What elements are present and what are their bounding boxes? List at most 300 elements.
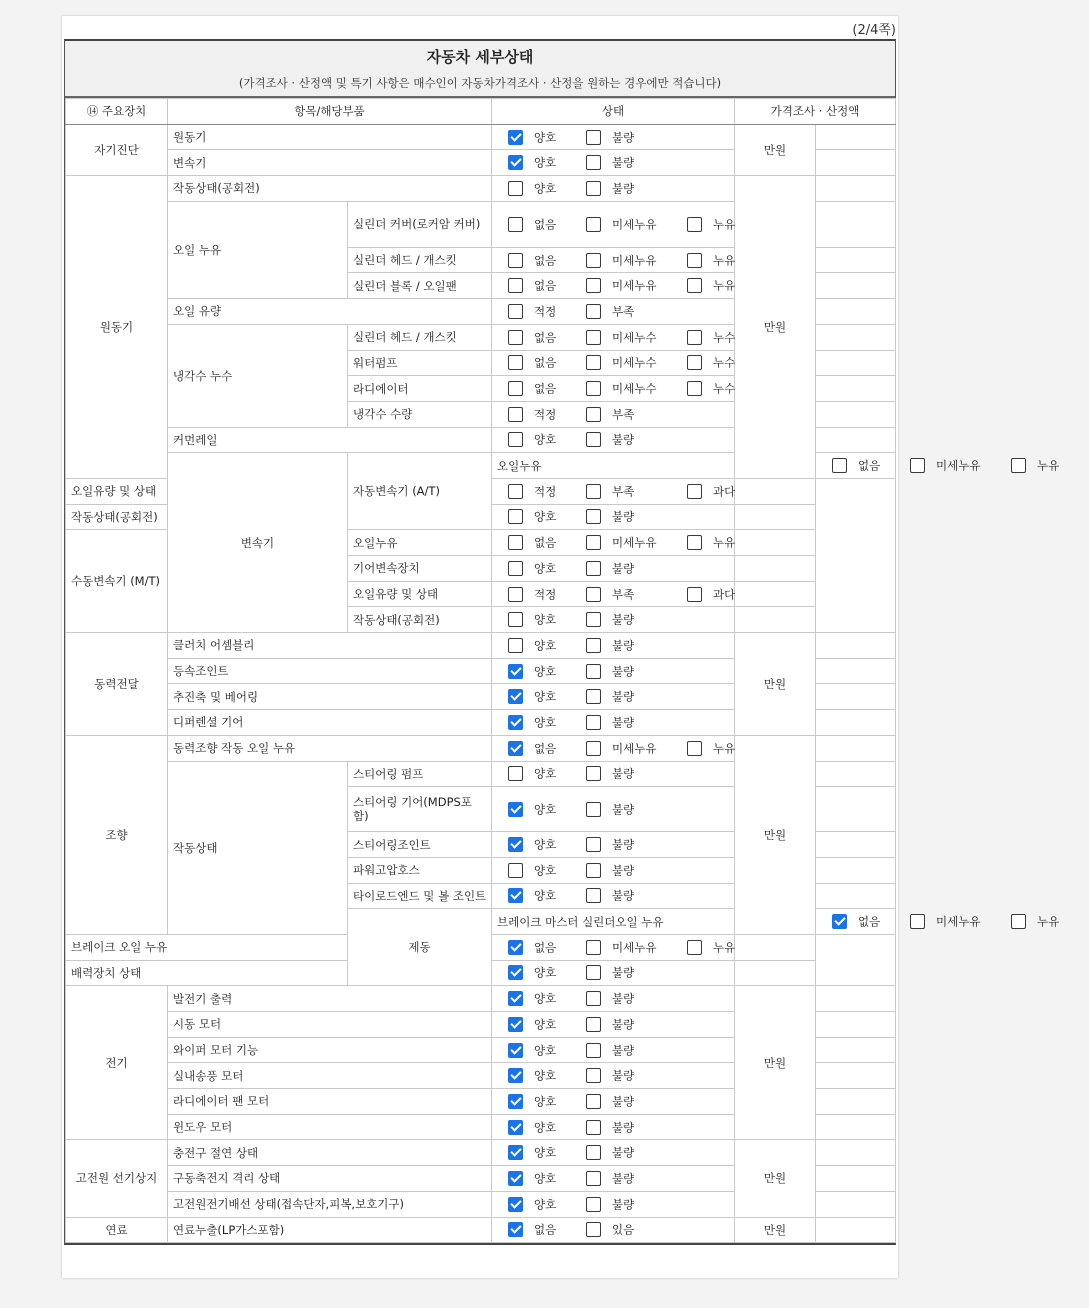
status-option	[508, 304, 576, 319]
checkbox[interactable]	[586, 766, 601, 781]
checkbox[interactable]	[508, 217, 523, 232]
status-option	[586, 802, 677, 817]
checkbox[interactable]	[586, 1043, 601, 1058]
price-input[interactable]	[816, 986, 896, 1012]
item-label: 스티어링조인트	[348, 832, 492, 858]
checkbox[interactable]	[508, 638, 523, 653]
option-label: 양호	[534, 863, 557, 878]
price-input[interactable]	[816, 633, 896, 659]
status-option	[586, 1094, 677, 1109]
checked-checkbox[interactable]	[508, 1017, 523, 1032]
option-label: 과다	[713, 484, 736, 499]
option-label: 불량	[612, 130, 635, 145]
checked-checkbox[interactable]	[508, 689, 523, 704]
price-input[interactable]	[816, 427, 896, 453]
checked-checkbox[interactable]	[508, 715, 523, 730]
checkbox[interactable]	[586, 381, 601, 396]
option-label: 불량	[612, 863, 635, 878]
group-engine: 원동기	[66, 176, 168, 479]
status-options	[492, 176, 735, 202]
option-label: 불량	[612, 561, 635, 576]
checkbox[interactable]	[508, 509, 523, 524]
checked-checkbox[interactable]	[508, 1222, 523, 1237]
checkbox[interactable]	[586, 664, 601, 679]
checked-checkbox[interactable]	[508, 1043, 523, 1058]
option-label: 누유	[713, 940, 736, 955]
price-input[interactable]	[816, 376, 896, 402]
price-unit: 만원	[735, 1140, 816, 1217]
status-option	[508, 1120, 576, 1135]
item-label: 충전구 절연 상태	[168, 1140, 492, 1166]
option-label: 양호	[534, 612, 557, 627]
group-electrical: 전기	[66, 986, 168, 1140]
checkbox[interactable]	[687, 355, 702, 370]
status-option	[508, 155, 576, 170]
table-row	[66, 176, 896, 202]
checkbox[interactable]	[586, 965, 601, 980]
checkbox[interactable]	[687, 330, 702, 345]
checkbox[interactable]	[687, 535, 702, 550]
price-input[interactable]	[816, 150, 896, 176]
status-option	[586, 1017, 677, 1032]
price-input[interactable]	[735, 556, 816, 582]
status-option	[586, 130, 677, 145]
status-option	[508, 1094, 576, 1109]
status-option	[586, 991, 677, 1006]
checkbox[interactable]	[687, 741, 702, 756]
status-options	[492, 376, 735, 402]
title-block	[65, 41, 895, 98]
status-options	[492, 857, 735, 883]
item-label: 시동 모터	[168, 1012, 492, 1038]
status-options	[492, 1217, 735, 1243]
checkbox[interactable]	[508, 407, 523, 422]
item-label: 연료누출(LP가스포함)	[168, 1217, 492, 1243]
group-transmission: 변속기	[168, 453, 348, 633]
status-options	[492, 581, 735, 607]
option-label: 없음	[534, 1222, 557, 1237]
status-option	[508, 741, 576, 756]
option-label: 양호	[534, 1094, 557, 1109]
checkbox[interactable]	[586, 991, 601, 1006]
checked-checkbox[interactable]	[508, 837, 523, 852]
checkbox[interactable]	[508, 432, 523, 447]
status-options	[492, 478, 735, 504]
status-option	[586, 304, 677, 319]
checkbox[interactable]	[508, 355, 523, 370]
checkbox[interactable]	[586, 484, 601, 499]
group-self-diagnosis: 자기진단	[66, 124, 168, 175]
checkbox[interactable]	[687, 217, 702, 232]
checked-checkbox[interactable]	[508, 1197, 523, 1212]
checkbox[interactable]	[586, 1120, 601, 1135]
checkbox[interactable]	[586, 612, 601, 627]
checkbox[interactable]	[586, 689, 601, 704]
option-label: 불량	[612, 766, 635, 781]
price-unit: 만원	[735, 176, 816, 479]
checkbox[interactable]	[508, 381, 523, 396]
subgroup-auto-trans: 자동변속기 (A/T)	[348, 453, 492, 530]
checked-checkbox[interactable]	[508, 965, 523, 980]
checkbox[interactable]	[910, 914, 925, 929]
status-option	[687, 253, 755, 268]
price-input[interactable]	[816, 1012, 896, 1038]
status-options	[492, 247, 735, 273]
status-option	[586, 561, 677, 576]
option-label: 양호	[534, 130, 557, 145]
status-options	[492, 1037, 735, 1063]
item-label: 구동축전지 격리 상태	[168, 1166, 492, 1192]
checked-checkbox[interactable]	[508, 130, 523, 145]
option-label: 양호	[534, 1197, 557, 1212]
price-input[interactable]	[816, 832, 896, 858]
checkbox[interactable]	[586, 863, 601, 878]
price-input[interactable]	[816, 1114, 896, 1140]
checkbox[interactable]	[586, 1197, 601, 1212]
price-input[interactable]	[816, 883, 896, 909]
option-label: 불량	[612, 638, 635, 653]
checkbox[interactable]	[508, 304, 523, 319]
checkbox[interactable]	[508, 561, 523, 576]
item-label: 오일 유량	[168, 299, 492, 325]
checked-checkbox[interactable]	[508, 991, 523, 1006]
status-option	[508, 888, 576, 903]
price-input[interactable]	[816, 658, 896, 684]
checkbox[interactable]	[687, 278, 702, 293]
option-label: 누수	[713, 355, 736, 370]
price-input[interactable]	[816, 201, 896, 247]
price-input[interactable]	[816, 735, 896, 761]
option-label: 불량	[612, 509, 635, 524]
checked-checkbox[interactable]	[508, 741, 523, 756]
option-label: 양호	[534, 888, 557, 903]
item-label: 추진축 및 베어링	[168, 684, 492, 710]
checkbox[interactable]	[586, 1171, 601, 1186]
status-option	[687, 587, 755, 602]
item-label: 작동상태(공회전)	[66, 504, 168, 530]
status-option	[1011, 458, 1079, 473]
form-title: 자동차 세부상태	[426, 48, 534, 66]
checkbox[interactable]	[1011, 458, 1026, 473]
status-option	[508, 407, 576, 422]
item-label: 오일누유	[348, 530, 492, 556]
status-option	[586, 407, 677, 422]
price-input[interactable]	[816, 247, 896, 273]
option-label: 불량	[612, 1171, 635, 1186]
status-option	[586, 689, 677, 704]
checkbox[interactable]	[586, 278, 601, 293]
table-row	[66, 1140, 896, 1166]
price-input[interactable]	[816, 857, 896, 883]
price-input[interactable]	[816, 324, 896, 350]
option-label: 없음	[858, 458, 881, 473]
checkbox[interactable]	[586, 509, 601, 524]
option-label: 없음	[534, 741, 557, 756]
price-input[interactable]	[816, 787, 896, 832]
option-label: 미세누유	[612, 940, 657, 955]
status-option	[586, 1222, 677, 1237]
option-label: 불량	[612, 837, 635, 852]
status-option	[508, 587, 576, 602]
checked-checkbox[interactable]	[508, 1171, 523, 1186]
option-label: 불량	[612, 689, 635, 704]
checkbox[interactable]	[586, 155, 601, 170]
checkbox[interactable]	[586, 1222, 601, 1237]
status-option	[586, 837, 677, 852]
status-option	[508, 432, 576, 447]
subgroup-oil-leak: 오일 누유	[168, 201, 348, 298]
status-option	[687, 217, 755, 232]
option-label: 양호	[534, 1120, 557, 1135]
status-option	[586, 587, 677, 602]
status-option	[508, 638, 576, 653]
option-label: 불량	[612, 1043, 635, 1058]
option-label: 불량	[612, 181, 635, 196]
status-options	[492, 684, 735, 710]
checkbox[interactable]	[586, 587, 601, 602]
status-option	[687, 940, 755, 955]
checkbox[interactable]	[508, 612, 523, 627]
price-input[interactable]	[816, 401, 896, 427]
option-label: 양호	[534, 638, 557, 653]
checkbox[interactable]	[586, 217, 601, 232]
price-input[interactable]	[735, 960, 816, 986]
checkbox[interactable]	[586, 1145, 601, 1160]
option-label: 양호	[534, 1145, 557, 1160]
table-row	[66, 124, 896, 150]
checked-checkbox[interactable]	[508, 664, 523, 679]
status-option	[508, 278, 576, 293]
option-label: 누수	[713, 381, 736, 396]
status-options	[816, 453, 1060, 479]
checkbox[interactable]	[586, 130, 601, 145]
option-label: 적정	[534, 407, 557, 422]
checkbox[interactable]	[508, 181, 523, 196]
item-label: 브레이크 마스터 실린더오일 누유	[492, 909, 816, 935]
group-fuel: 연료	[66, 1217, 168, 1243]
price-input[interactable]	[816, 684, 896, 710]
item-label: 발전기 출력	[168, 986, 492, 1012]
checkbox[interactable]	[508, 587, 523, 602]
status-option	[586, 484, 677, 499]
checkbox[interactable]	[910, 458, 925, 473]
option-label: 누유	[713, 217, 736, 232]
checkbox[interactable]	[586, 535, 601, 550]
checkbox[interactable]	[586, 432, 601, 447]
option-label: 없음	[534, 330, 557, 345]
checkbox[interactable]	[586, 741, 601, 756]
status-option	[586, 863, 677, 878]
price-input[interactable]	[816, 1191, 896, 1217]
option-label: 불량	[612, 1197, 635, 1212]
checked-checkbox[interactable]	[508, 888, 523, 903]
status-option	[586, 181, 677, 196]
checked-checkbox[interactable]	[508, 1068, 523, 1083]
item-label: 디퍼렌셜 기어	[168, 710, 492, 736]
price-input[interactable]	[816, 1217, 896, 1243]
checkbox[interactable]	[687, 587, 702, 602]
group-steering: 조향	[66, 735, 168, 934]
option-label: 있음	[612, 1222, 635, 1237]
status-option	[586, 155, 677, 170]
option-label: 누수	[713, 330, 736, 345]
price-input[interactable]	[816, 1063, 896, 1089]
price-input[interactable]	[816, 273, 896, 299]
checkbox[interactable]	[586, 837, 601, 852]
checkbox[interactable]	[586, 330, 601, 345]
checkbox[interactable]	[586, 561, 601, 576]
option-label: 미세누유	[612, 741, 657, 756]
option-label: 양호	[534, 155, 557, 170]
status-options	[492, 832, 735, 858]
option-label: 없음	[534, 355, 557, 370]
item-label: 스티어링 펌프	[348, 761, 492, 787]
status-option	[687, 535, 755, 550]
status-options	[816, 909, 1060, 935]
checkbox[interactable]	[508, 484, 523, 499]
option-label: 불량	[612, 888, 635, 903]
checkbox[interactable]	[586, 253, 601, 268]
option-label: 불량	[612, 432, 635, 447]
option-label: 불량	[612, 612, 635, 627]
status-options	[492, 201, 735, 247]
status-option	[508, 217, 576, 232]
item-label: 라디에이터 팬 모터	[168, 1089, 492, 1115]
price-input[interactable]	[816, 1037, 896, 1063]
checkbox[interactable]	[508, 535, 523, 550]
checked-checkbox[interactable]	[832, 914, 847, 929]
status-option	[586, 217, 677, 232]
item-label: 워터펌프	[348, 350, 492, 376]
price-input[interactable]	[816, 1089, 896, 1115]
price-input[interactable]	[816, 350, 896, 376]
checkbox[interactable]	[586, 802, 601, 817]
item-label: 냉각수 수량	[348, 401, 492, 427]
item-label: 실린더 커버(로커암 커버)	[348, 201, 492, 247]
status-option	[586, 638, 677, 653]
checkbox[interactable]	[508, 330, 523, 345]
checkbox[interactable]	[586, 638, 601, 653]
item-label: 클러치 어셈블리	[168, 633, 492, 659]
checked-checkbox[interactable]	[508, 1094, 523, 1109]
checkbox[interactable]	[586, 1068, 601, 1083]
option-label: 양호	[534, 837, 557, 852]
option-label: 부족	[612, 587, 635, 602]
status-options	[492, 658, 735, 684]
form-subtitle: (가격조사 · 산정액 및 특기 사항은 매수인이 자동차가격조사 · 산정을 원하는 경우에만 적습니다)	[238, 76, 722, 90]
checked-checkbox[interactable]	[508, 940, 523, 955]
checkbox[interactable]	[586, 355, 601, 370]
checkbox[interactable]	[586, 407, 601, 422]
checkbox[interactable]	[687, 253, 702, 268]
checked-checkbox[interactable]	[508, 1145, 523, 1160]
checkbox[interactable]	[586, 181, 601, 196]
checkbox[interactable]	[687, 484, 702, 499]
item-label: 브레이크 오일 누유	[66, 934, 348, 960]
price-input[interactable]	[816, 761, 896, 787]
item-label: 작동상태(공회전)	[348, 607, 492, 633]
checkbox[interactable]	[508, 253, 523, 268]
item-label: 배력장치 상태	[66, 960, 348, 986]
item-label: 스티어링 기어(MDPS포함)	[348, 787, 492, 832]
checkbox[interactable]	[687, 381, 702, 396]
status-options	[492, 427, 735, 453]
option-label: 미세누유	[612, 217, 657, 232]
price-input[interactable]	[816, 124, 896, 150]
checked-checkbox[interactable]	[508, 1120, 523, 1135]
checkbox[interactable]	[832, 458, 847, 473]
option-label: 미세누유	[612, 278, 657, 293]
checkbox[interactable]	[586, 1017, 601, 1032]
option-label: 미세누수	[612, 381, 657, 396]
status-option	[687, 741, 755, 756]
status-option	[586, 330, 677, 345]
checkbox[interactable]	[586, 304, 601, 319]
status-option	[508, 612, 576, 627]
item-label: 고전원전기배선 상태(접속단자,피복,보호기구)	[168, 1191, 492, 1217]
checkbox[interactable]	[508, 278, 523, 293]
item-label: 등속조인트	[168, 658, 492, 684]
price-input[interactable]	[735, 607, 816, 633]
option-label: 양호	[534, 1017, 557, 1032]
checkbox[interactable]	[586, 715, 601, 730]
status-options	[492, 607, 735, 633]
status-option	[586, 1120, 677, 1135]
checkbox[interactable]	[508, 766, 523, 781]
checkbox[interactable]	[586, 888, 601, 903]
price-input[interactable]	[816, 710, 896, 736]
price-input[interactable]	[816, 299, 896, 325]
option-label: 불량	[612, 965, 635, 980]
option-label: 양호	[534, 1068, 557, 1083]
price-input[interactable]	[816, 176, 896, 202]
status-option	[586, 432, 677, 447]
checked-checkbox[interactable]	[508, 155, 523, 170]
checkbox[interactable]	[586, 940, 601, 955]
checkbox[interactable]	[687, 940, 702, 955]
option-label: 적정	[534, 304, 557, 319]
price-unit: 만원	[735, 986, 816, 1140]
option-label: 불량	[612, 1017, 635, 1032]
price-input[interactable]	[816, 1166, 896, 1192]
header-status: 상태	[492, 99, 735, 125]
table-row	[66, 1217, 896, 1243]
status-option	[508, 1171, 576, 1186]
price-input[interactable]	[816, 1140, 896, 1166]
option-label: 없음	[534, 535, 557, 550]
group-braking: 제동	[348, 909, 492, 986]
checkbox[interactable]	[508, 863, 523, 878]
checkbox[interactable]	[1011, 914, 1026, 929]
option-label: 미세누유	[936, 458, 981, 473]
checked-checkbox[interactable]	[508, 802, 523, 817]
price-input[interactable]	[735, 504, 816, 530]
option-label: 누유	[713, 278, 736, 293]
status-option	[508, 940, 576, 955]
status-option	[687, 330, 755, 345]
status-options	[492, 960, 735, 986]
status-options	[492, 556, 735, 582]
status-table	[65, 98, 1060, 1243]
status-options	[492, 883, 735, 909]
status-options	[492, 787, 735, 832]
option-label: 양호	[534, 509, 557, 524]
checkbox[interactable]	[586, 1094, 601, 1109]
status-options	[492, 299, 735, 325]
subgroup-steering-op: 작동상태	[168, 761, 348, 934]
status-option	[586, 1197, 677, 1212]
status-options	[492, 273, 735, 299]
